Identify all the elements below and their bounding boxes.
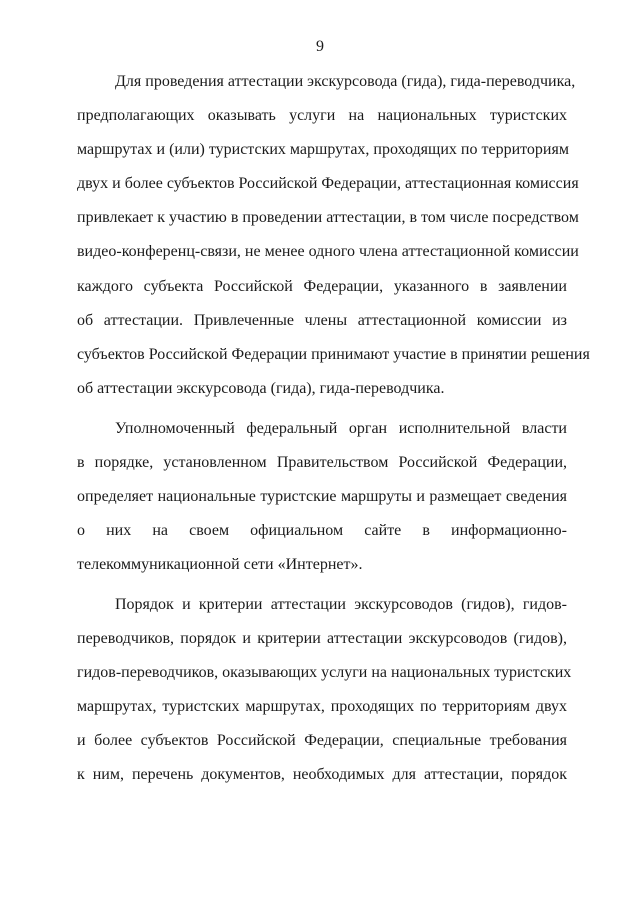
text-line: в порядке, установленном Правительством Российской Федерации, [77, 454, 567, 472]
text-line: Порядок и критерии аттестации экскурсоводов (гидов), гидов- [115, 596, 567, 613]
text-line: Для проведения аттестации экскурсовода (гида), гида-переводчика, [115, 73, 576, 90]
paragraph-1 [77, 65, 590, 406]
text-line: о них на своем официальном сайте в информационно- [77, 522, 567, 540]
page-number: 9 [316, 38, 324, 55]
text-line: гидов-переводчиков, оказывающих услуги на национальных туристских [77, 664, 572, 682]
text-line: и более субъектов Российской Федерации, специальные требования [77, 732, 567, 750]
text-line: двух и более субъектов Российской Федерации, аттестационная комиссия [77, 175, 579, 193]
text-line: каждого субъекта Российской Федерации, указанного в заявлении [77, 277, 567, 295]
text-line: об аттестации. Привлеченные члены аттестационной комиссии из [77, 311, 567, 329]
text-line: привлекает к участию в проведении аттестации, в том числе посредством [77, 209, 579, 227]
paragraph-2 [77, 412, 567, 582]
paragraph-3 [77, 588, 572, 793]
text-line: переводчиков, порядок и критерии аттестации экскурсоводов (гидов), [77, 630, 567, 648]
text-line: видео-конференц-связи, не менее одного члена аттестационной комиссии [77, 243, 579, 261]
text-line: предполагающих оказывать услуги на национальных туристских [77, 107, 567, 125]
text-line: маршрутах и (или) туристских маршрутах, проходящих по территориям [77, 141, 569, 159]
text-line: маршрутах, туристских маршрутах, проходящих по территориям двух [77, 698, 567, 716]
text-line: определяет национальные туристские маршруты и размещает сведения [77, 488, 567, 506]
text-line: субъектов Российской Федерации принимают участие в принятии решения [77, 345, 590, 363]
text-line: к ним, перечень документов, необходимых для аттестации, порядок [77, 766, 567, 784]
text-line: Уполномоченный федеральный орган исполнительной власти [115, 420, 567, 437]
text-line: об аттестации экскурсовода (гида), гида-переводчика. [77, 379, 445, 397]
text-line: телекоммуникационной сети «Интернет». [77, 556, 363, 574]
